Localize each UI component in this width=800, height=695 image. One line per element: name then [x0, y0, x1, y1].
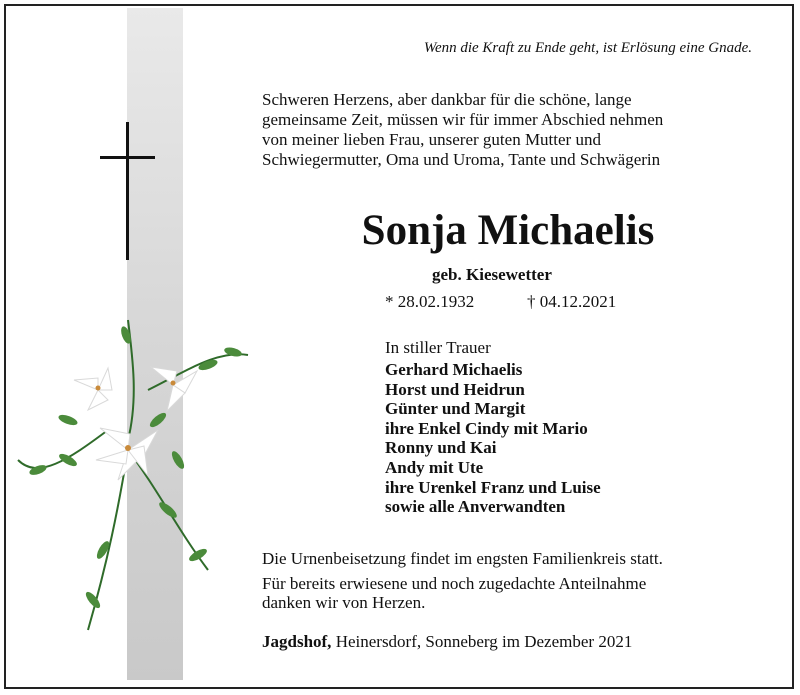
place-and-date — [262, 632, 632, 652]
cross-icon — [126, 122, 129, 260]
lily-flower-icon — [8, 310, 258, 640]
place-bold: Jagdshof, — [262, 632, 332, 651]
mourners-list — [385, 360, 601, 517]
place-rest: Heinersdorf, Sonneberg im Dezember 2021 — [331, 632, 633, 651]
intro-line: Schwiegermutter, Oma und Uroma, Tante und Schwägerin — [262, 150, 661, 169]
intro-line: gemeinsame Zeit, müssen wir für immer Abschied nehmen — [262, 110, 664, 129]
intro-line: Schweren Herzens, aber dankbar für die schöne, lange — [262, 90, 632, 109]
mourner-item: ihre Enkel Cindy mit Mario — [385, 418, 588, 438]
thanks-line: danken wir von Herzen. — [262, 593, 426, 612]
mourner-item: Gerhard Michaelis — [385, 360, 523, 379]
maiden-name: geb. Kiesewetter — [432, 265, 552, 284]
deceased-name: Sonja Michaelis — [361, 207, 655, 254]
cross-icon-bar — [100, 156, 155, 159]
birth-date: * 28.02.1932 — [385, 292, 475, 311]
mourning-label: In stiller Trauer — [385, 338, 491, 357]
mourner-item: ihre Urenkel Franz und Luise — [385, 477, 601, 497]
intro-line: von meiner lieben Frau, unserer guten Mutter und — [262, 130, 601, 149]
thanks-line: Für bereits erwiesene und noch zugedachte Anteilnahme — [262, 574, 647, 593]
mourner-item: sowie alle Anverwandten — [385, 497, 566, 517]
thanks-text — [262, 574, 762, 612]
mourner-item: Günter und Margit — [385, 399, 526, 419]
mourner-item: Ronny und Kai — [385, 438, 497, 458]
mourner-item: Andy mit Ute — [385, 457, 484, 477]
urn-burial-note: Die Urnenbeisetzung findet im engsten Familienkreis statt. — [262, 549, 663, 568]
intro-text — [262, 90, 762, 170]
mourner-item: Horst und Heidrun — [385, 379, 525, 399]
motto-quote: Wenn die Kraft zu Ende geht, ist Erlösung eine Gnade. — [423, 40, 752, 56]
death-date: † 04.12.2021 — [527, 292, 617, 311]
